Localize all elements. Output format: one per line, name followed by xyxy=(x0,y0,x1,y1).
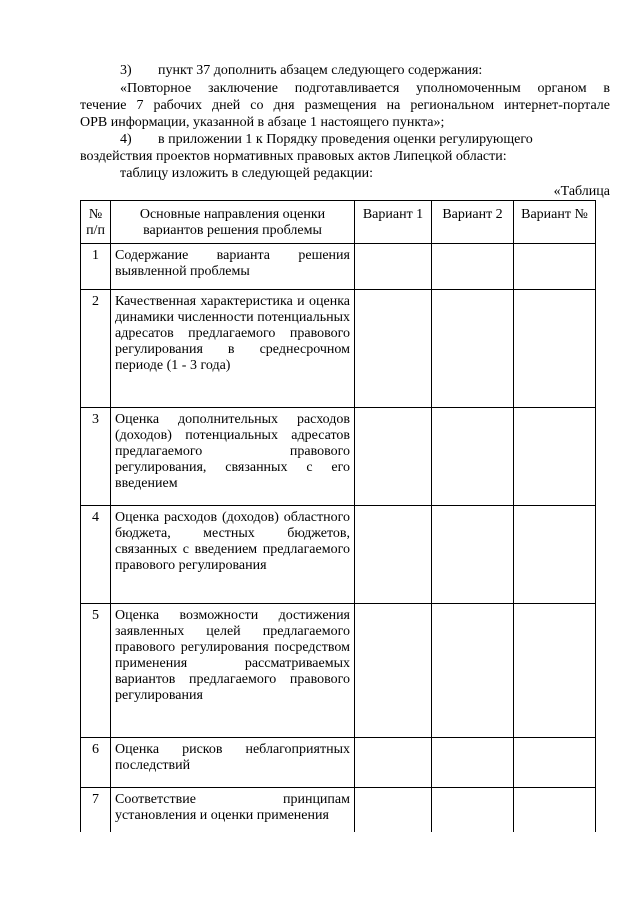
cell-variant-2 xyxy=(432,290,514,408)
item-4-continuation: воздействия проектов нормативных правовых актов Липецкой области: xyxy=(80,149,507,164)
header-number: № п/п xyxy=(81,201,111,244)
cell-variant-1 xyxy=(355,788,432,832)
item-4-number: 4) xyxy=(120,132,132,147)
table-header-row xyxy=(81,201,596,244)
cell-variant-2 xyxy=(432,738,514,788)
table-intro: таблицу изложить в следующей редакции: xyxy=(120,166,374,181)
item-4-text: в приложении 1 к Порядку проведения оценки регулирующего xyxy=(158,132,533,147)
table-row xyxy=(81,506,596,604)
quote-paragraph xyxy=(80,80,610,131)
row-number: 3 xyxy=(81,408,111,506)
cell-variant-n xyxy=(514,244,596,290)
row-description: Оценка дополнительных расходов (доходов) потенциальных адресатов предлагаемого правового регулирования, связанных с его введением xyxy=(111,408,355,506)
table-row xyxy=(81,738,596,788)
cell-variant-2 xyxy=(432,788,514,832)
row-number: 4 xyxy=(81,506,111,604)
row-description: Качественная характеристика и оценка динамики численности потенциальных адресатов предлагаемого правового регулирования в среднесрочном периоде (1 - 3 года) xyxy=(111,290,355,408)
row-number: 2 xyxy=(81,290,111,408)
header-variant-n: Вариант № xyxy=(514,201,596,244)
table-row xyxy=(81,604,596,738)
cell-variant-n xyxy=(514,408,596,506)
quote-line-2: течение 7 рабочих дней со дня размещения на региональном интернет-портале xyxy=(80,98,610,113)
row-number: 7 xyxy=(81,788,111,832)
cell-variant-n xyxy=(514,604,596,738)
quote-line-1: «Повторное заключение подготавливается уполномоченным органом в xyxy=(120,81,610,96)
cell-variant-n xyxy=(514,788,596,832)
cell-variant-n xyxy=(514,506,596,604)
item-3-paragraph xyxy=(80,62,610,79)
row-description: Оценка возможности достижения заявленных целей предлагаемого правового регулирования посредством применения рассматриваемых вариантов предлагаемого правового регулирования xyxy=(111,604,355,738)
cell-variant-1 xyxy=(355,290,432,408)
evaluation-table xyxy=(80,200,596,832)
cell-variant-2 xyxy=(432,506,514,604)
cell-variant-1 xyxy=(355,506,432,604)
cell-variant-2 xyxy=(432,244,514,290)
header-variant-1: Вариант 1 xyxy=(355,201,432,244)
row-description: Оценка расходов (доходов) областного бюджета, местных бюджетов, связанных с введением предлагаемого правового регулирования xyxy=(111,506,355,604)
row-number: 6 xyxy=(81,738,111,788)
cell-variant-1 xyxy=(355,408,432,506)
header-directions: Основные направления оценки вариантов решения проблемы xyxy=(111,201,355,244)
cell-variant-n xyxy=(514,738,596,788)
item-4-paragraph xyxy=(80,131,610,182)
row-number: 5 xyxy=(81,604,111,738)
cell-variant-n xyxy=(514,290,596,408)
row-description: Оценка рисков неблагоприятных последствий xyxy=(111,738,355,788)
table-row xyxy=(81,788,596,832)
cell-variant-1 xyxy=(355,604,432,738)
cell-variant-2 xyxy=(432,408,514,506)
cell-variant-2 xyxy=(432,604,514,738)
table-row xyxy=(81,244,596,290)
cell-variant-1 xyxy=(355,244,432,290)
cell-variant-1 xyxy=(355,738,432,788)
item-3-number: 3) xyxy=(120,63,132,78)
table-row xyxy=(81,290,596,408)
row-description: Содержание варианта решения выявленной проблемы xyxy=(111,244,355,290)
item-3-text: пункт 37 дополнить абзацем следующего содержания: xyxy=(158,63,483,78)
table-row xyxy=(81,408,596,506)
quote-line-3: ОРВ информации, указанной в абзаце 1 настоящего пункта»; xyxy=(80,115,445,130)
table-caption: «Таблица xyxy=(553,184,610,199)
header-variant-2: Вариант 2 xyxy=(432,201,514,244)
row-description: Соответствие принципам установления и оценки применения xyxy=(111,788,355,832)
row-number: 1 xyxy=(81,244,111,290)
